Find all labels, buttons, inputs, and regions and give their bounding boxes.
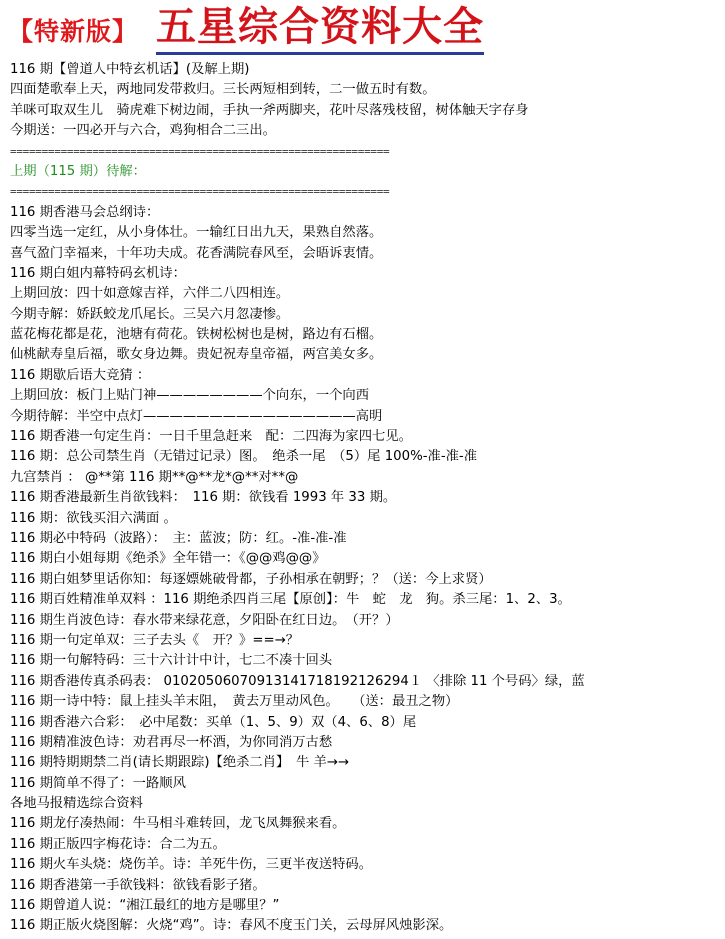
text-line: 今期送：一四必开与六合，鸡狗相合二三出。 bbox=[10, 123, 276, 139]
text-line: 四零当选一定红，从小身体壮。一输红日出九天，果熟自然落。 bbox=[10, 225, 383, 241]
text-line: 116 期曾道人说：“湘江最红的地方是哪里？” bbox=[10, 898, 280, 914]
edition-badge: 【特新版】 bbox=[8, 17, 139, 46]
text-line: 116 期：总公司禁生肖（无错过记录）图。 绝杀一尾 （5）尾 100%-准-准-准 bbox=[10, 449, 478, 465]
text-line: 116 期正版火烧图解：火烧“鸡”。诗：春风不度玉门关，云母屏风烛影深。 bbox=[10, 918, 453, 934]
text-line: 116 期正版四字梅花诗：合二为五。 bbox=[10, 836, 226, 852]
text-line: 各地马报精选综合资料 bbox=[10, 796, 143, 812]
text-line: 蓝花梅花都是花，池塘有荷花。铁树松树也是树，路边有石榴。 bbox=[10, 327, 383, 343]
page-title: 五星综合资料大全 bbox=[156, 2, 484, 55]
text-line: 今期寺解：娇跃蛟龙爪尾长。三吴六月忽凄惨。 bbox=[10, 306, 290, 322]
text-line: 今期待解：半空中点灯————————————————高明 bbox=[10, 408, 383, 424]
text-line: 116 期香港传真杀码表： 01020506070913141718192126294１ 〈排除 11 个号码〉绿，蓝 bbox=[10, 673, 585, 689]
text-line: 116 期简单不得了：一路顺风 bbox=[10, 775, 186, 791]
text-line: 四面楚歌奉上天，两地同发带救归。三长两短相到转，二一做五时有数。 bbox=[10, 82, 436, 98]
separator-line: ============================================================ bbox=[10, 144, 390, 158]
text-line: 116 期白小姐每期《绝杀》全年错一：《@@鸡@@》 bbox=[10, 551, 326, 567]
text-line: 上期回放：板门上贴门神————————个向东，一个向西 bbox=[10, 388, 370, 404]
text-line: 116 期火车头烧：烧伤羊。诗：羊死牛伤，三更半夜送特码。 bbox=[10, 857, 373, 873]
text-line: 羊咪可取双生儿 骑虎难下树边闹，手执一斧两脚夹，花叶尽落残枝留，树体触天字存身 bbox=[10, 102, 529, 118]
text-line: 116 期一句定单双：三子去头《 开？》==→？ bbox=[10, 632, 300, 648]
text-line: 116 期一句解特码：三十六计计中计，七二不凑十回头 bbox=[10, 653, 333, 669]
text-line: 116 期龙仔凑热闹：牛马相斗难转回，龙飞凤舞猴来看。 bbox=[10, 816, 346, 832]
text-line: 116 期【曾道人中特玄机话】(及解上期) bbox=[10, 62, 250, 77]
text-line: 上期（115 期）待解： bbox=[10, 163, 146, 179]
text-line: 116 期一诗中特：鼠上挂头羊末阻， 黄去万里动风色。 （送：最丑之物） bbox=[10, 694, 459, 710]
text-line: 116 期香港最新生肖欲钱料： 116 期：欲钱看 1993 年 33 期。 bbox=[10, 490, 397, 506]
document-body bbox=[10, 60, 720, 937]
text-line: 116 期白姐梦里话你知：每逐嫖姚破骨都，子孙相承在朝野；？（送：今上求贤） bbox=[10, 571, 492, 587]
text-line: 116 期歇后语大竞猜 ： bbox=[10, 367, 151, 383]
text-line: 仙桃献寿皇后福，歌女身边舞。贵妃祝寿皇帝福，两宫美女多。 bbox=[10, 347, 383, 363]
text-line: 九宫禁肖 ： @**第 116 期**@**龙*@**对**@ bbox=[10, 469, 299, 485]
text-line: 116 期香港第一手欲钱料：欲钱看影子猪。 bbox=[10, 877, 266, 893]
text-line: 116 期香港一句定生肖：一日千里急赶来 配：二四海为家四七见。 bbox=[10, 429, 412, 445]
separator-line: ============================================================ bbox=[10, 185, 390, 199]
text-line: 116 期白姐内幕特码玄机诗： bbox=[10, 265, 186, 281]
page-header bbox=[0, 0, 725, 58]
text-line: 116 期必中特码（波路）： 主：蓝波；防：红。-准-准-准 bbox=[10, 530, 347, 546]
text-line: 116 期香港六合彩： 必中尾数：买单（1、5、9）双（4、6、8）尾 bbox=[10, 714, 417, 730]
text-line: 116 期生肖波色诗：春水带来绿花意，夕阳卧在红日边。 （开？） bbox=[10, 612, 399, 628]
text-line: 116 期特期期禁二肖(请长期跟踪)【绝杀二肖】 牛 羊→→ bbox=[10, 755, 350, 771]
text-line: 116 期香港马会总纲诗： bbox=[10, 204, 160, 220]
text-line: 116 期精准波色诗：劝君再尽一杯酒，为你同消万古愁 bbox=[10, 734, 333, 750]
text-line: 上期回放：四十如意嫁吉祥，六伴二八四相连。 bbox=[10, 286, 290, 302]
text-line: 116 期：欲钱买泪六满面 。 bbox=[10, 510, 177, 526]
text-line: 喜气盈门幸福来，十年功夫成。花香满院春风至，会晤诉衷情。 bbox=[10, 245, 383, 261]
text-line: 116 期百姓精准单双料 ：116 期绝杀四肖三尾【原创】：牛 蛇 龙 狗。杀三尾：1、2、3。 bbox=[10, 592, 571, 608]
